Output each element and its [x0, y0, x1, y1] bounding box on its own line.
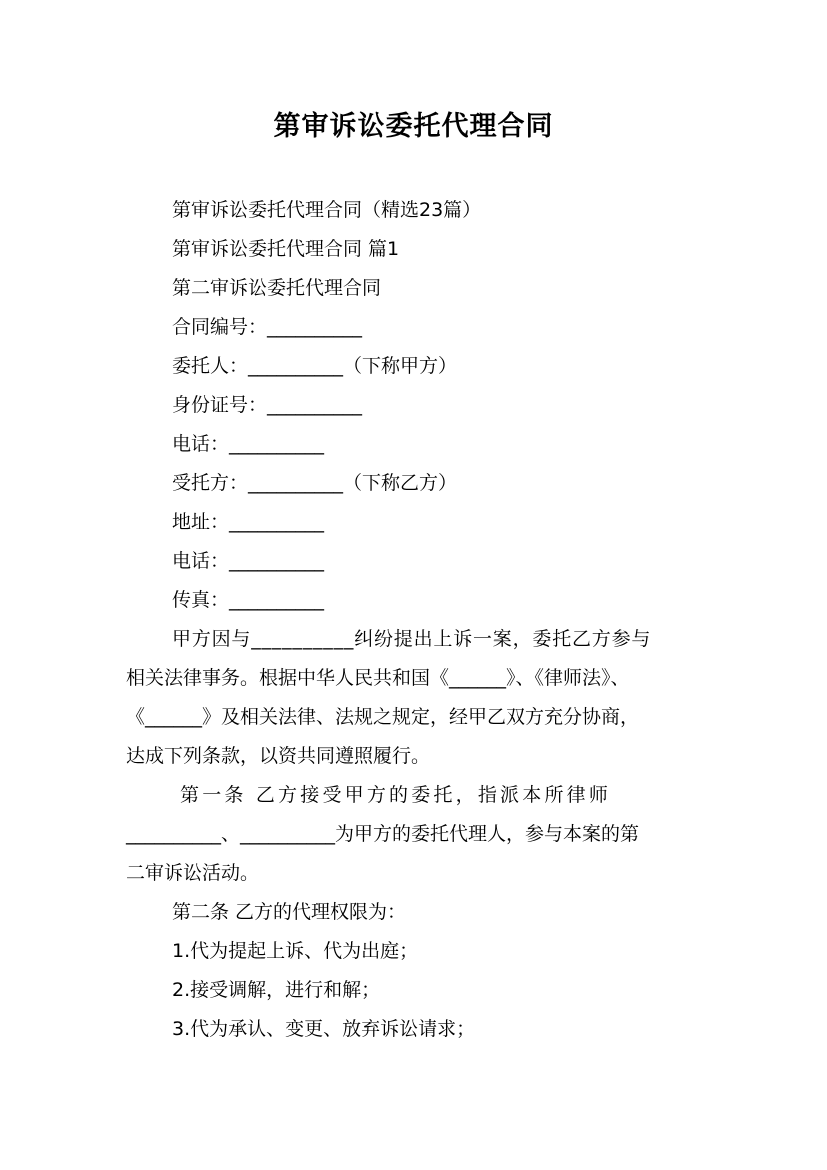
text-line: 《______》及相关法律、法规之规定，经甲乙双方充分协商， [126, 706, 640, 728]
text-line: 第二条 乙方的代理权限为： [172, 901, 407, 923]
text-line: 电话：__________ [172, 433, 325, 455]
text-line: 2.接受调解，进行和解； [172, 979, 381, 1001]
text-line: 传真：__________ [172, 589, 325, 611]
text-line: 相关法律事务。根据中华人民共和国《______》、《律师法》、 [126, 667, 630, 689]
text-line: 第审诉讼委托代理合同 篇1 [172, 238, 400, 260]
text-line: 地址：__________ [172, 511, 325, 533]
text-line: 二审诉讼活动。 [126, 862, 260, 884]
document-title: 第审诉讼委托代理合同 [273, 111, 554, 142]
text-line: 合同编号：__________ [172, 316, 363, 338]
text-line: 身份证号：__________ [172, 394, 363, 416]
text-line: 委托人：__________（下称甲方） [172, 355, 458, 377]
text-line: 电话：__________ [172, 550, 325, 572]
text-line: 1.代为提起上诉、代为出庭； [172, 940, 419, 962]
text-line: 受托方：__________（下称乙方） [172, 472, 458, 494]
text-line: 3.代为承认、变更、放弃诉讼请求； [172, 1018, 476, 1040]
text-line: 甲方因与__________纠纷提出上诉一案，委托乙方参与 [172, 628, 652, 650]
text-line: 第一条 乙方接受甲方的委托，指派本所律师 [180, 784, 612, 806]
text-line: 第二审诉讼委托代理合同 [172, 277, 382, 299]
text-line: __________、__________为甲方的委托代理人，参与本案的第 [126, 823, 640, 845]
text-line: 第审诉讼委托代理合同（精选23篇） [172, 199, 482, 221]
text-line: 达成下列条款，以资共同遵照履行。 [126, 745, 431, 767]
